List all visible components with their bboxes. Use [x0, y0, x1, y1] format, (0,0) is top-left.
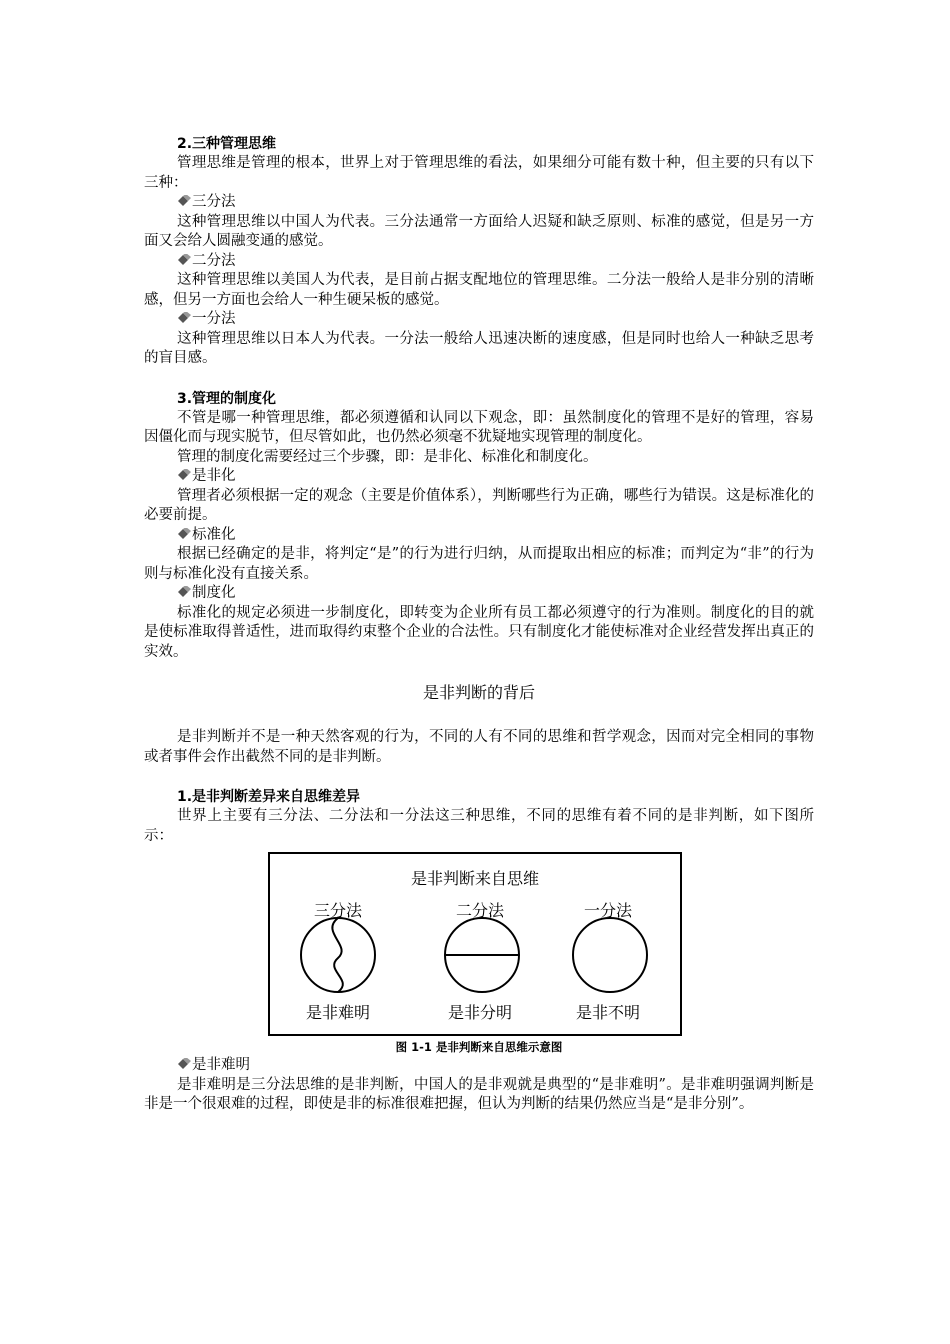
diamond-bullet-icon	[177, 528, 192, 540]
bullet-label: 三分法	[192, 194, 236, 210]
figure-column-label: 三分法	[313, 901, 362, 920]
figure-caption: 图 1-1 是非判断来自思维示意图	[395, 1040, 563, 1054]
paragraph: 不管是哪一种管理思维，都必须遵循和认同以下观念，即：虽然制度化的管理不是好的管理，容易因僵化而与现实脱节，但尽管如此，也仍然必须毫不犹疑地实现管理的制度化。	[144, 409, 814, 445]
paragraph: 管理者必须根据一定的观念（主要是价值体系），判断哪些行为正确，哪些行为错误。这是标准化的必要前提。	[144, 487, 814, 523]
one-part-circle-icon	[573, 918, 647, 992]
bullet-heading	[144, 467, 814, 487]
figure-title: 是非判断来自思维	[410, 869, 539, 888]
figure-column-result: 是非分明	[447, 1003, 512, 1022]
diagram-figure	[268, 852, 682, 1036]
diamond-bullet-icon	[177, 254, 192, 266]
bullet-heading	[144, 193, 814, 213]
paragraph: 是非判断并不是一种天然客观的行为，不同的人有不同的思维和哲学观念，因而对完全相同的事物或者事件会作出截然不同的是非判断。	[144, 729, 814, 765]
section-heading: 3.管理的制度化	[177, 390, 277, 407]
paragraph: 这种管理思维以美国人为代表，是目前占据支配地位的管理思维。二分法一般给人是非分别的清晰感，但另一方面也会给人一种生硬呆板的感觉。	[144, 272, 814, 308]
bullet-heading	[144, 1056, 814, 1076]
two-part-circle-icon	[445, 918, 519, 992]
bullet-label: 一分法	[192, 311, 236, 327]
diamond-bullet-icon	[177, 586, 192, 598]
figure-column-label: 二分法	[455, 901, 504, 920]
paragraph: 标准化的规定必须进一步制度化，即转变为企业所有员工都必须遵守的行为准则。制度化的目的就是使标准取得普适性，进而取得约束整个企业的合法性。只有制度化才能使标准对企业经营发挥出真正的实效。	[144, 604, 814, 660]
bullet-heading	[144, 310, 814, 330]
bullet-heading	[144, 526, 814, 546]
figure-column-result: 是非难明	[305, 1003, 370, 1022]
three-part-circle-icon	[301, 918, 375, 992]
document-page	[144, 134, 814, 1115]
diamond-bullet-icon	[177, 1058, 192, 1070]
bullet-heading	[144, 584, 814, 604]
paragraph: 根据已经确定的是非，将判定“是”的行为进行归纳，从而提取出相应的标准；而判定为“非”的行为则与标准化没有直接关系。	[144, 546, 814, 582]
section-heading: 1.是非判断差异来自思维差异	[177, 789, 361, 805]
paragraph: 这种管理思维以中国人为代表。三分法通常一方面给人迟疑和缺乏原则、标准的感觉，但是另一方面又会给人圆融变通的感觉。	[144, 213, 814, 249]
paragraph: 世界上主要有三分法、二分法和一分法这三种思维，不同的思维有着不同的是非判断，如下图所示：	[144, 808, 814, 844]
diamond-bullet-icon	[177, 312, 192, 324]
figure-column-label: 一分法	[583, 901, 632, 920]
section-heading: 2.三种管理思维	[177, 136, 277, 152]
paragraph: 管理的制度化需要经过三个步骤，即：是非化、标准化和制度化。	[177, 448, 598, 465]
paragraph: 是非难明是三分法思维的是非判断，中国人的是非观就是典型的“是非难明”。是非难明强调判断是非是一个很艰难的过程，即使是非的标准很难把握，但认为判断的结果仍然应当是“是非分别”。	[144, 1076, 814, 1112]
bullet-label: 标准化	[192, 526, 236, 543]
bullet-label: 是非化	[192, 468, 236, 484]
paragraph: 管理思维是管理的根本，世界上对于管理思维的看法，如果细分可能有数十种，但主要的只有以下三种：	[144, 155, 814, 191]
diamond-bullet-icon	[177, 195, 192, 207]
paragraph: 这种管理思维以日本人为代表。一分法一般给人迅速决断的速度感，但是同时也给人一种缺乏思考的盲目感。	[144, 330, 814, 366]
bullet-label: 二分法	[192, 252, 236, 269]
bullet-heading	[144, 252, 814, 272]
figure-column-result: 是非不明	[575, 1003, 640, 1022]
bullet-label: 制度化	[192, 585, 236, 601]
bullet-label: 是非难明	[192, 1057, 250, 1073]
diamond-bullet-icon	[177, 469, 192, 481]
chapter-title: 是非判断的背后	[422, 683, 535, 702]
